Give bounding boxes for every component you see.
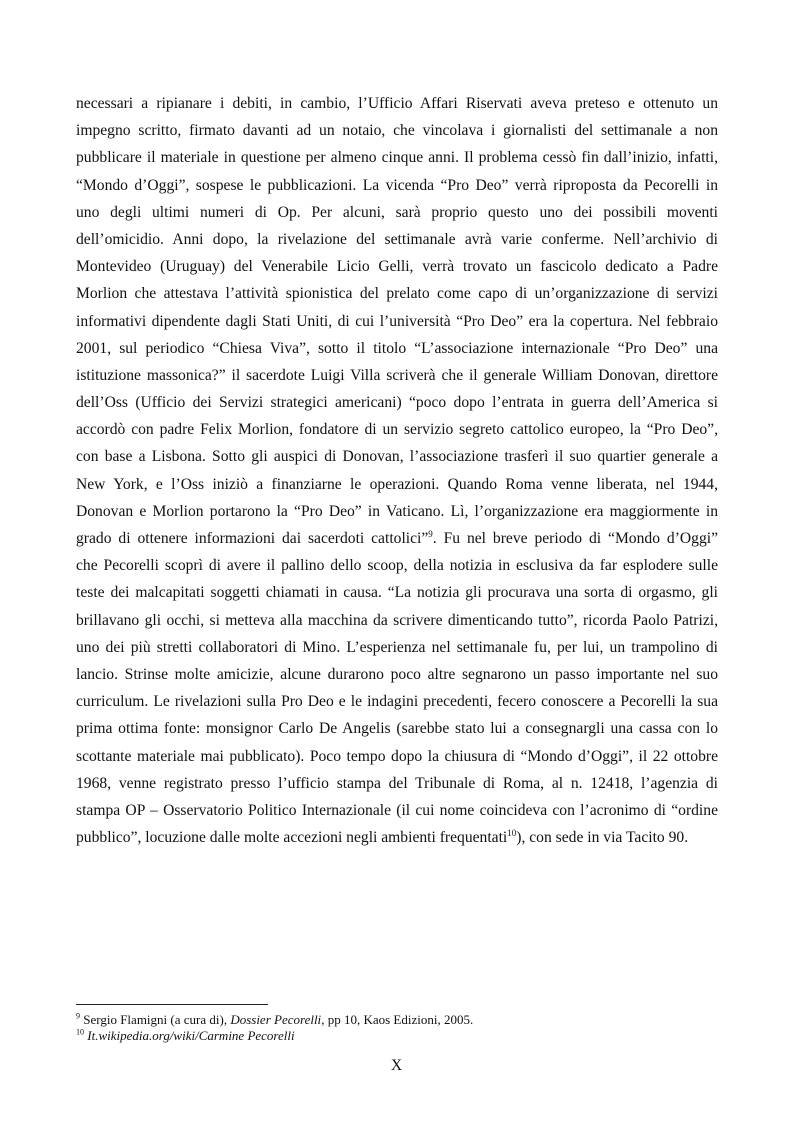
text-line: prima ottima fonte: monsignor Carlo De Angelis (sarebbe stato lui a consegnargli una cassa con lo <box>76 720 718 738</box>
text-line: lancio. Strinse molte amicizie, alcune durarono poco altre segnarono un passo importante nel suo <box>76 665 718 683</box>
page-number: X <box>390 1057 403 1074</box>
text-line: necessari a ripianare i debiti, in cambio, l’Ufficio Affari Riservati aveva preteso e ottenuto un <box>76 95 718 112</box>
footnote-9 <box>76 1012 718 1028</box>
footnote-text: , pp 10, Kaos Edizioni, 2005. <box>321 1012 474 1027</box>
text-line: istituzione massonica?” il sacerdote Luigi Villa scriverà che il generale William Donovan, direttore <box>76 366 718 384</box>
text-line: che Pecorelli scoprì di avere il pallino dello scoop, della notizia in esclusiva da far esplodere sulle <box>76 557 718 575</box>
text-line: 2001, sul periodico “Chiesa Viva”, sotto il titolo “L’associazione internazionale “Pro Deo” una <box>76 339 718 357</box>
footnotes <box>76 1012 718 1044</box>
footnote-link[interactable]: It.wikipedia.org/wiki/Carmine Pecorelli <box>87 1028 295 1043</box>
footnote-number: 9 <box>76 1011 80 1021</box>
text-line: uno dei più stretti collaboratori di Mino. L’esperienza nel settimanale fu, per lui, un trampolino di <box>76 638 718 656</box>
footnote-ref-9[interactable]: 9 <box>428 528 433 539</box>
text-line: impegno scritto, firmato davanti ad un notaio, che vincolava i giornalisti del settimanale a non <box>76 122 718 140</box>
text-line: Montevideo (Uruguay) del Venerabile Licio Gelli, verrà trovato un fascicolo dedicato a Padre <box>76 258 718 276</box>
footnote-10 <box>76 1028 718 1044</box>
line-text-before: pubblico”, locuzione dalle molte accezioni negli ambienti frequentati <box>76 829 508 847</box>
text-line: con base a Lisbona. Sotto gli auspici di Donovan, l’associazione trasferì il suo quartier generale a <box>76 448 718 466</box>
text-line: curriculum. Le rivelazioni sulla Pro Deo e le indagini precedenti, fecero conoscere a Pecorelli la sua <box>76 693 718 711</box>
line-text-after: ), con sede in via Tacito 90. <box>516 829 689 847</box>
text-line: accordò con padre Felix Morlion, fondatore di un servizio segreto cattolico europeo, la “Pro Deo”, <box>76 421 718 439</box>
footnote-separator <box>76 1004 268 1005</box>
main-paragraph <box>76 90 718 851</box>
text-line: Donovan e Morlion portarono la “Pro Deo” in Vaticano. Lì, l’organizzazione era maggiormente in <box>76 502 718 520</box>
text-line-with-footnote-ref <box>76 525 718 552</box>
text-line: 1968, venne registrato presso l’ufficio stampa del Tribunale di Roma, al n. 12418, l’agenzia di <box>76 774 718 792</box>
text-line: scottante materiale mai pubblicato). Poco tempo dopo la chiusura di “Mondo d’Oggi”, il 22 ottobre <box>76 747 718 765</box>
footnote-text: Sergio Flamigni (a cura di), <box>83 1012 231 1027</box>
line-text-before: grado di ottenere informazioni dai sacerdoti cattolici” <box>76 530 429 547</box>
text-line: New York, e l’Oss iniziò a finanziarne le operazioni. Quando Roma venne liberata, nel 1944, <box>76 475 718 493</box>
text-line: uno degli ultimi numeri di Op. Per alcuni, sarà proprio questo uno dei possibili moventi <box>76 203 718 221</box>
footnote-ref-10[interactable]: 10 <box>507 827 517 838</box>
text-line: stampa OP – Osservatorio Politico Internazionale (il cui nome coincideva con l’acronimo di “ordine <box>76 801 718 819</box>
text-line: dell’omicidio. Anni dopo, la rivelazione del settimanale avrà varie conferme. Nell’archivio di <box>76 230 718 248</box>
text-line: teste dei malcapitati soggetti chiamati in causa. “La notizia gli procurava una sorta di orgasmo, gli <box>76 584 718 602</box>
footnote-title: Dossier Pecorelli <box>230 1012 322 1027</box>
text-line: Morlion che attestava l’attività spionistica del prelato come capo di un’organizzazione di servizi <box>76 285 718 303</box>
text-line: informativi dipendente dagli Stati Uniti, di cui l’università “Pro Deo” era la copertura. Nel febbraio <box>76 312 718 330</box>
line-text-after: . Fu nel breve periodo di “Mondo d’Oggi” <box>432 530 718 547</box>
footnote-number: 10 <box>76 1027 84 1037</box>
text-line: brillavano gli occhi, si metteva alla macchina da scrivere dimenticando tutto”, ricorda Paolo Patrizi, <box>76 611 718 629</box>
text-line: pubblicare il materiale in questione per almeno cinque anni. Il problema cessò fin dall’inizio, infatti, <box>76 149 718 167</box>
text-line: dell’Oss (Ufficio dei Servizi strategici americani) “poco dopo l’entrata in guerra dell’America si <box>76 394 718 412</box>
text-line-with-footnote-ref <box>76 824 718 851</box>
text-line: “Mondo d’Oggi”, sospese le pubblicazioni. La vicenda “Pro Deo” verrà riproposta da Pecorelli in <box>76 176 718 194</box>
